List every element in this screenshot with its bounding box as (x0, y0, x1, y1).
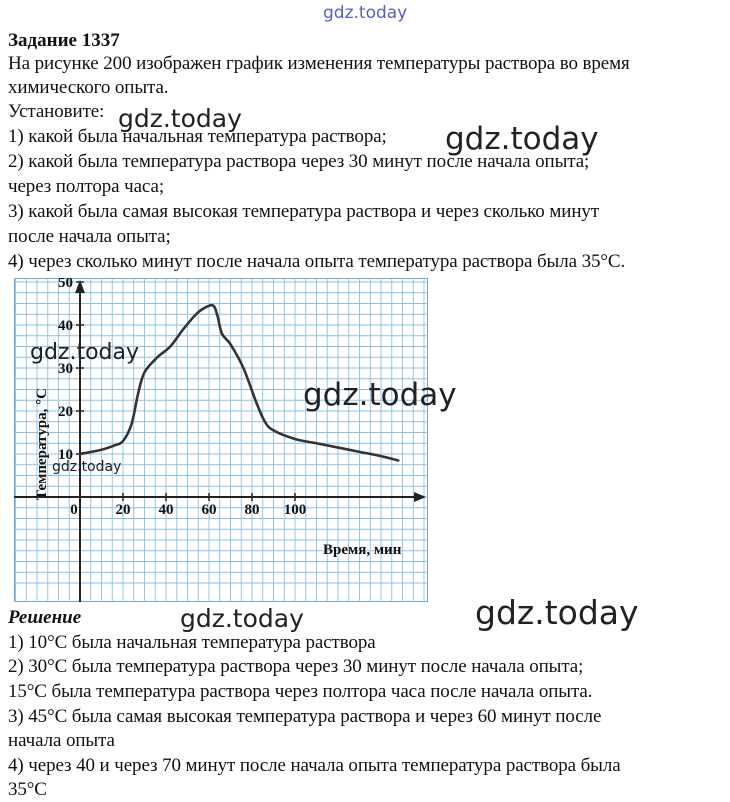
solution-title: Решение (8, 607, 82, 628)
x-tick-label: 80 (244, 502, 260, 518)
task-line: На рисунке 200 изображен график изменения температуры раствора во время (8, 53, 630, 74)
y-tick-label: 30 (58, 361, 73, 377)
task-line: 4) через сколько минут после начала опыта температура раствора была 35°C. (8, 251, 626, 272)
task-line: через полтора часа; (8, 176, 165, 197)
y-tick-label: 40 (58, 318, 73, 334)
watermark: gdz.today (52, 459, 122, 475)
task-line: Установите: (8, 101, 105, 122)
task-title: Задание 1337 (8, 30, 120, 51)
solution-line: начала опыта (8, 730, 115, 751)
x-axis-label: Время, мин (323, 542, 402, 558)
solution-line: 4) через 40 и через 70 минут после начала опыта температура раствора была (8, 755, 621, 776)
x-tick-label: 20 (115, 502, 131, 518)
solution-line: 3) 45°C была самая высокая температура раствора и через 60 минут после (8, 706, 602, 727)
x-tick-label: 0 (70, 502, 78, 518)
task-line: 1) какой была начальная температура раствора; (8, 126, 387, 147)
y-axis-label: Температура, °C (34, 388, 50, 500)
x-tick-label: 100 (283, 502, 307, 518)
solution-line: 15°C была температура раствора через полтора часа после начала опыта. (8, 681, 593, 702)
task-line: 2) какой была температура раствора через 30 минут после начала опыта; (8, 151, 590, 172)
watermark: gdz.today (475, 593, 639, 632)
task-line: 3) какой была самая высокая температура раствора и через сколько минут (8, 201, 600, 222)
y-tick-label: 50 (58, 278, 73, 291)
watermark: gdz.today (180, 604, 304, 633)
y-tick-label: 20 (58, 404, 73, 420)
x-tick-label: 40 (158, 502, 174, 518)
watermark: gdz.today (303, 377, 457, 413)
task-line: химического опыта. (8, 77, 169, 98)
solution-line: 2) 30°C была температура раствора через 30 минут после начала опыта; (8, 656, 584, 677)
watermark: gdz.today (30, 340, 140, 365)
watermark-top[interactable]: gdz.today (323, 3, 408, 23)
watermark: gdz.today (118, 104, 242, 133)
y-tick-label: 10 (58, 447, 73, 463)
solution-line: 1) 10°C была начальная температура раствора (8, 632, 376, 653)
task-line: после начала опыта; (8, 226, 171, 247)
watermark: gdz.today (445, 121, 599, 157)
solution-line: 35°C (8, 779, 47, 800)
temperature-chart (14, 278, 428, 602)
x-tick-label: 60 (201, 502, 217, 518)
